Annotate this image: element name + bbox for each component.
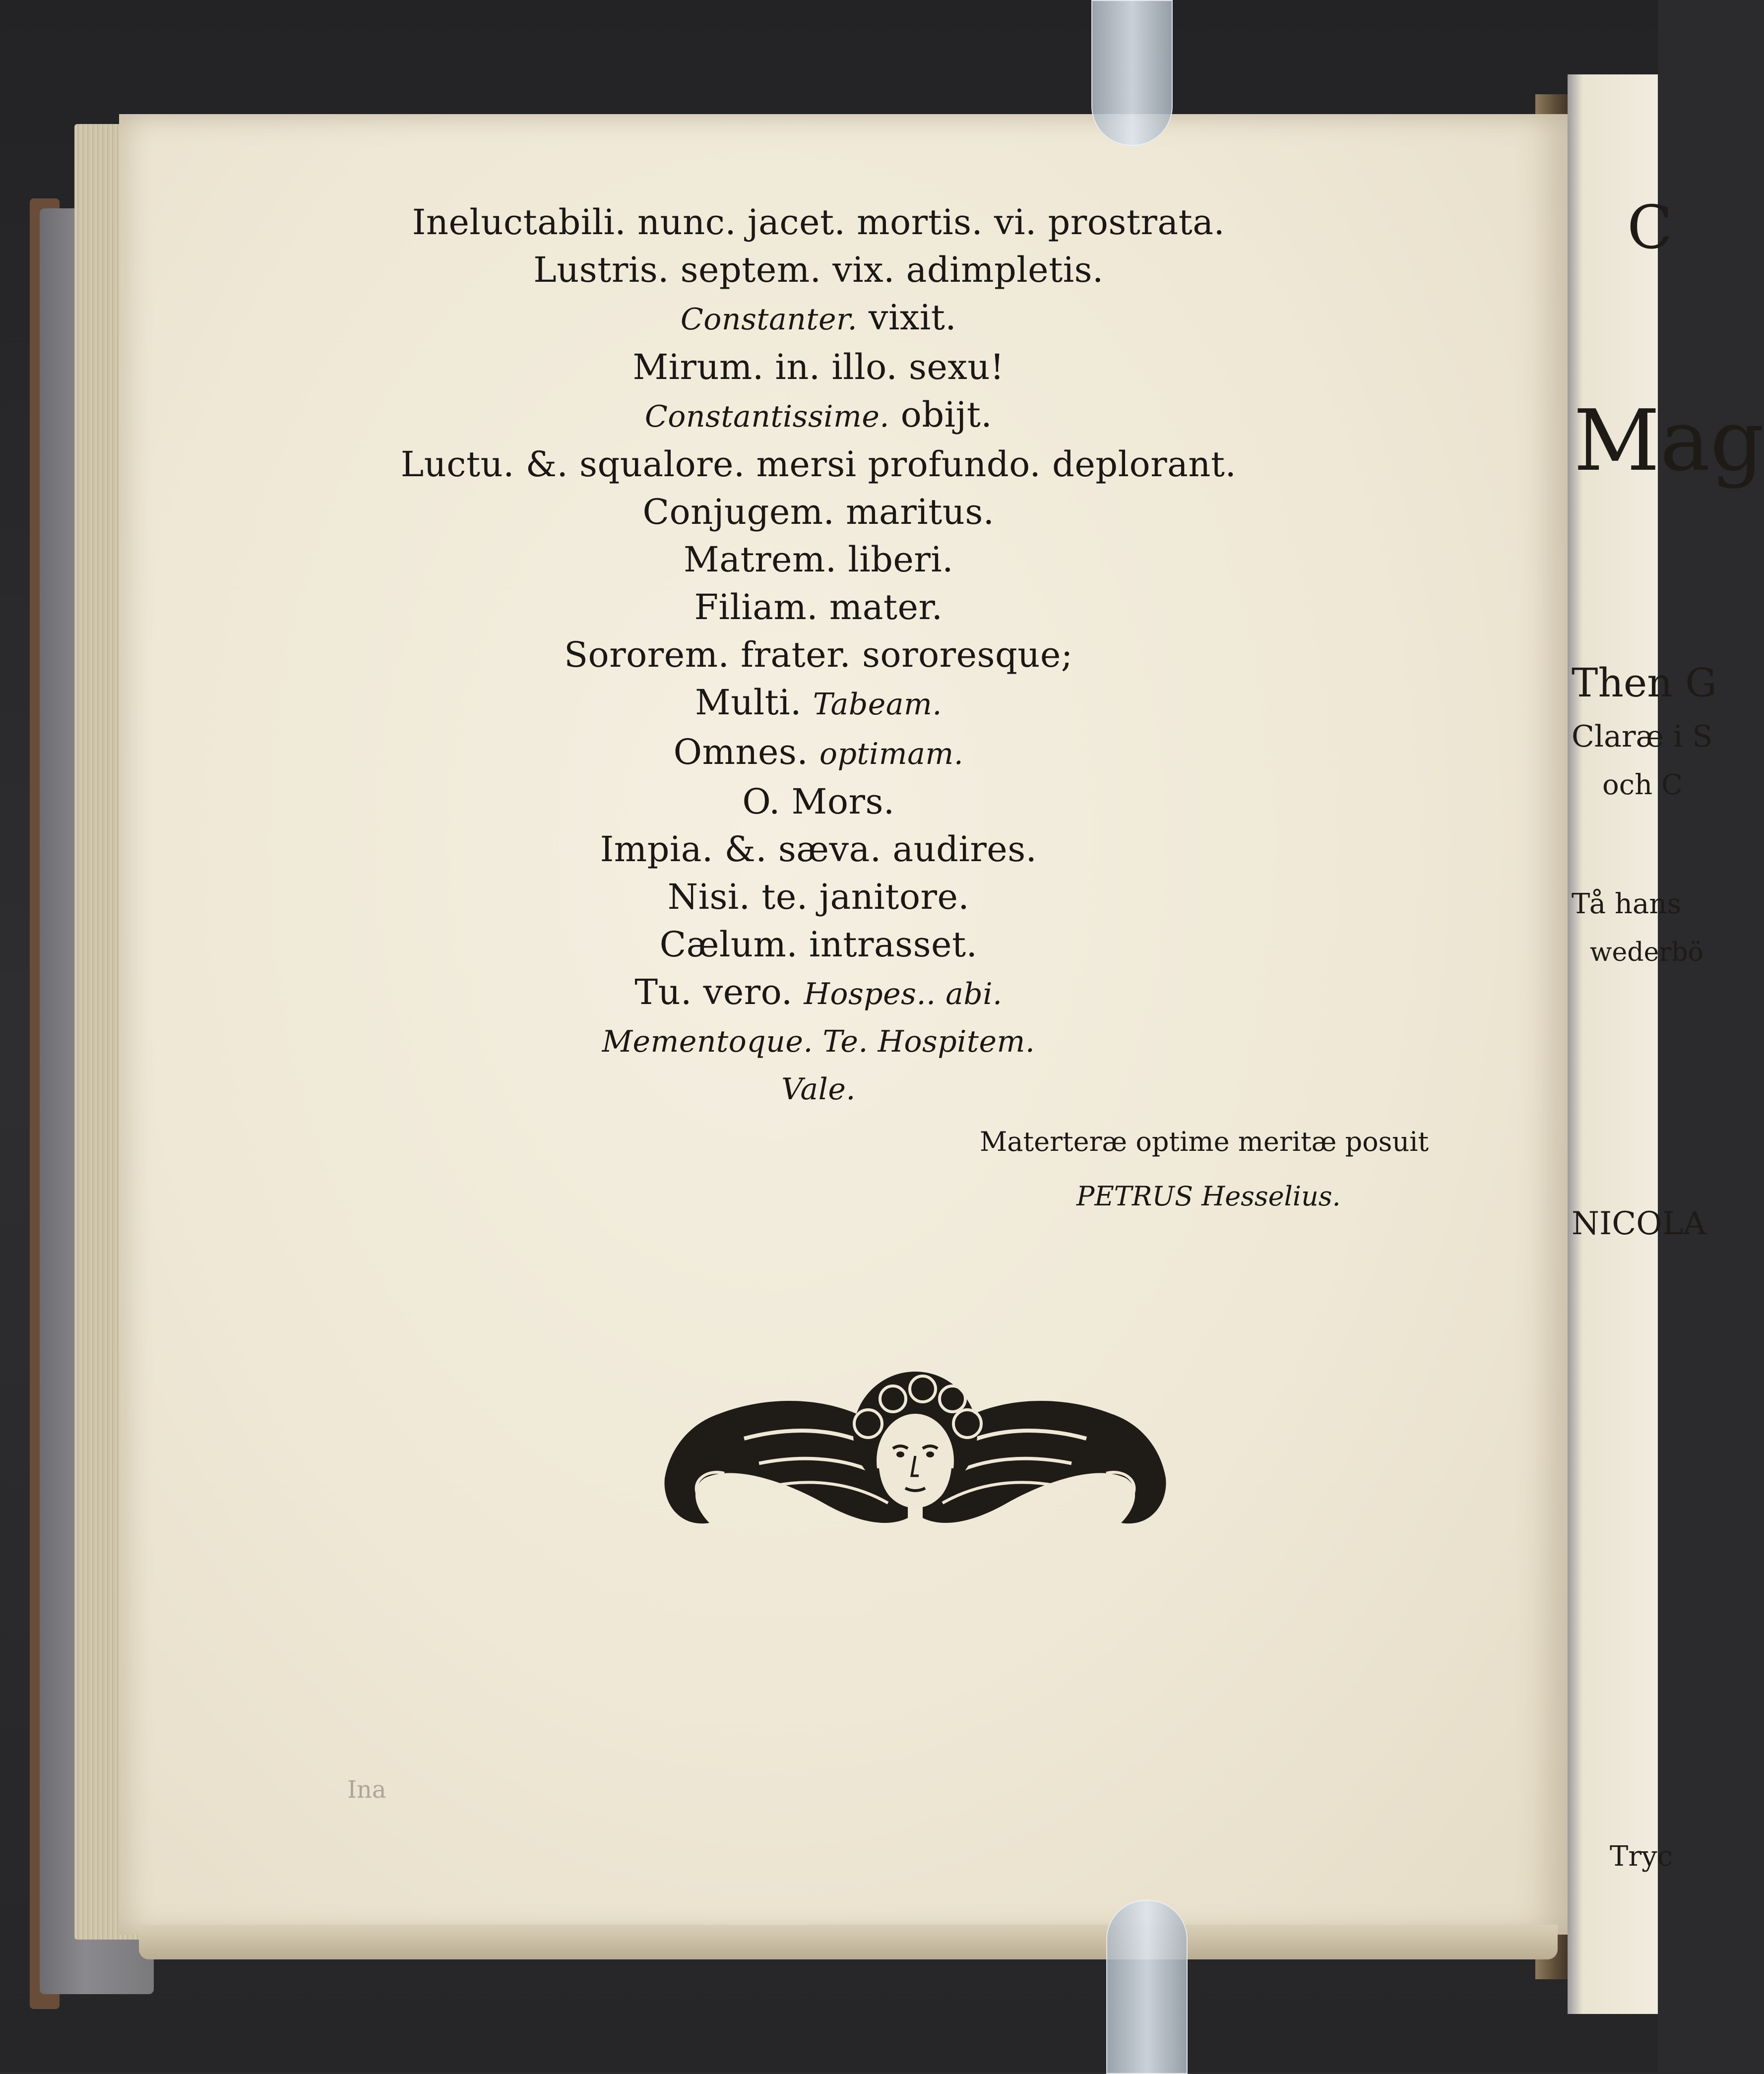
text-line: Tu. vero. Hospes.. abi. <box>634 972 1003 1012</box>
page-bottom-edge <box>139 1925 1558 1959</box>
text-line: Multi. Tabeam. <box>695 682 942 723</box>
text-line: Luctu. &. squalore. mersi profundo. deplorant. <box>400 444 1237 485</box>
text-line: Vale. <box>781 1072 856 1107</box>
text-line: Nisi. te. janitore. <box>667 877 970 917</box>
winged-cherub-head-icon <box>660 1369 1171 1553</box>
text-line: Constanter. vixit. <box>680 297 957 338</box>
facing-fragment: Tå hans <box>1572 888 1682 920</box>
text-line: O. Mors. <box>742 781 895 822</box>
text-line: Lustris. septem. vix. adimpletis. <box>533 250 1104 290</box>
catchword: Ina <box>347 1776 386 1804</box>
facing-fragment: Tryc <box>1610 1840 1673 1873</box>
text-line: Mementoque. Te. Hospitem. <box>602 1024 1035 1059</box>
facing-fragment: Claræ i S <box>1572 719 1713 754</box>
epitaph-text <box>298 198 1339 1113</box>
text-line: Filiam. mater. <box>694 587 943 628</box>
facing-fragment: NICOLA <box>1572 1205 1706 1242</box>
text-line: Constantissime. obijt. <box>644 394 993 435</box>
facing-fragment: wederbö <box>1590 938 1703 967</box>
page-clip-bottom <box>1106 1900 1188 2074</box>
facing-fragment: Then G <box>1572 660 1717 706</box>
facing-page <box>1568 74 1764 2014</box>
signature: PETRUS Hesselius. <box>1076 1181 1341 1212</box>
text-line: Impia. &. sæva. audires. <box>600 829 1037 870</box>
dedication-line: Materteræ optime meritæ posuit <box>980 1126 1429 1157</box>
text-line: Matrem. liberi. <box>684 539 953 580</box>
text-line: Mirum. in. illo. sexu! <box>632 347 1005 387</box>
facing-fragment: C <box>1627 193 1673 262</box>
text-line: Sororem. frater. sororesque; <box>564 634 1073 675</box>
page-clip-top <box>1091 0 1173 146</box>
text-line: Ineluctabili. nunc. jacet. mortis. vi. prostrata. <box>412 202 1225 243</box>
facing-fragment: Mag <box>1574 392 1764 490</box>
text-line: Conjugem. maritus. <box>642 492 995 532</box>
facing-fragment: och C <box>1602 769 1683 801</box>
text-line: Omnes. optimam. <box>673 732 964 772</box>
text-line: Cælum. intrasset. <box>659 924 978 965</box>
